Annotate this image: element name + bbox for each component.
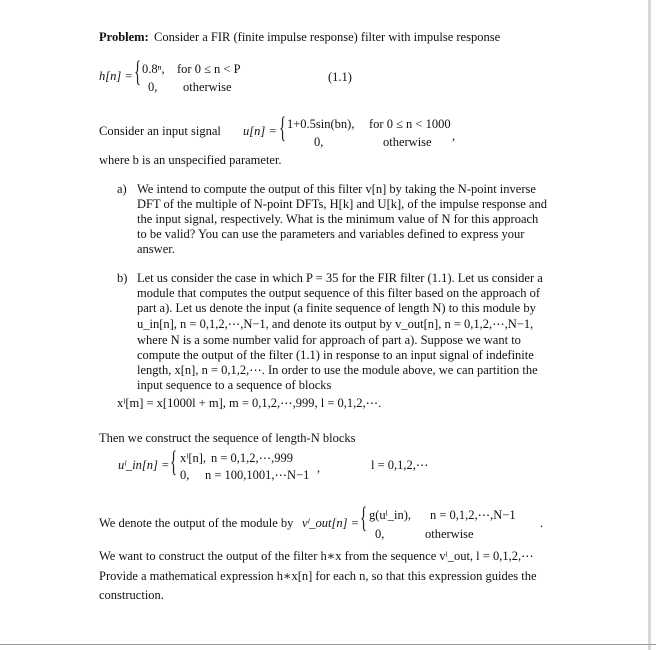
uin-left-brace: {: [170, 445, 178, 478]
u-left-brace: {: [279, 111, 287, 144]
module-output-text: We denote the output of the module by: [99, 516, 294, 530]
part-b-line-3: part a). Let us denote the input (a finite sequence of length N) to this module by: [137, 301, 536, 315]
h-left-brace: {: [134, 55, 142, 88]
part-a-line-5: answer.: [137, 242, 175, 256]
uin-case1-expression: xˡ[n],: [180, 451, 207, 465]
h-equation-lhs: h[n] =: [99, 69, 133, 83]
vout-equation-lhs: vˡ_out[n] =: [302, 516, 360, 530]
part-b-line-5: where N is a some number valid for approach of part a). Suppose we want to: [137, 333, 521, 347]
vout-case1-expression: g(uˡ_in),: [369, 508, 411, 522]
page-bottom-edge: [0, 644, 656, 645]
part-b-line-2: module that computes the output sequence of this filter based on the approach of: [137, 286, 541, 300]
vout-trailing-period: .: [540, 516, 544, 530]
u-case1-expression: 1+0.5sin(bn),: [287, 117, 355, 131]
u-equation-lhs: u[n] =: [243, 124, 277, 138]
part-b-line-8: input sequence to a sequence of blocks: [137, 378, 332, 392]
final-line-3: construction.: [99, 588, 164, 602]
vout-case1-condition: n = 0,1,2,⋯,N−1: [430, 508, 516, 522]
u-trailing-comma: ,: [452, 129, 456, 143]
uin-case2-expression: 0,: [180, 468, 190, 482]
input-intro: Consider an input signal: [99, 124, 221, 138]
part-a-line-3: the input signal, respectively. What is the minimum value of N for this approach: [137, 212, 539, 226]
h-case2-expression: 0,: [148, 80, 158, 94]
h-case1-expression: 0.8ⁿ,: [142, 62, 165, 76]
uin-l-range: l = 0,1,2,⋯: [371, 458, 429, 472]
final-line-2: Provide a mathematical expression h∗x[n] for each n, so that this expression guides the: [99, 569, 537, 583]
uin-equation-lhs: uˡ_in[n] =: [118, 458, 170, 472]
part-b-line-6: compute the output of the filter (1.1) in response to an input signal of indefinite: [137, 348, 534, 362]
part-a-line-4: to be valid? You can use the parameters and variables defined to express your: [137, 227, 525, 241]
u-case2-condition: otherwise: [383, 135, 432, 149]
part-b-line-7: length, x[n], n = 0,1,2,⋯. In order to use the module above, we can partition the: [137, 363, 538, 377]
vout-case2-condition: otherwise: [425, 527, 474, 541]
h-case2-condition: otherwise: [183, 80, 232, 94]
uin-trailing-comma: ,: [317, 461, 321, 475]
then-construct-text: Then we construct the sequence of length-N blocks: [99, 431, 356, 445]
part-b-line-1: Let us consider the case in which P = 35 for the FIR filter (1.1). Let us consider a: [137, 271, 543, 285]
page-right-edge: [648, 0, 651, 650]
u-case2-expression: 0,: [314, 135, 324, 149]
final-line-1: We want to construct the output of the filter h∗x from the sequence vˡ_out, l = 0,1,2,⋯: [99, 549, 534, 563]
part-b-label: b): [117, 271, 128, 285]
h-case1-condition: for 0 ≤ n < P: [177, 62, 241, 76]
b-parameter-note: where b is an unspecified parameter.: [99, 153, 282, 167]
part-a-line-2: DFT of the multiple of N-point DFTs, H[k] and U[k], of the impulse response and: [137, 197, 547, 211]
uin-case1-condition: n = 0,1,2,⋯,999: [211, 451, 294, 465]
vout-case2-expression: 0,: [375, 527, 385, 541]
part-a-line-1: We intend to compute the output of this filter v[n] by taking the N-point inverse: [137, 182, 536, 196]
part-b-line-4: u_in[n], n = 0,1,2,⋯,N−1, and denote its output by v_out[n], n = 0,1,2,⋯,N−1,: [137, 317, 534, 331]
vout-left-brace: {: [360, 501, 368, 534]
uin-case2-condition: n = 100,1001,⋯N−1: [205, 468, 310, 482]
problem-intro: Consider a FIR (finite impulse response) filter with impulse response: [154, 30, 501, 44]
problem-label: Problem:: [99, 30, 149, 44]
u-case1-condition: for 0 ≤ n < 1000: [369, 117, 451, 131]
block-partition-equation: xˡ[m] = x[1000l + m], m = 0,1,2,⋯,999, l = 0,1,2,⋯.: [117, 396, 382, 410]
part-a-label: a): [117, 182, 127, 196]
equation-number-1-1: (1.1): [328, 70, 352, 84]
